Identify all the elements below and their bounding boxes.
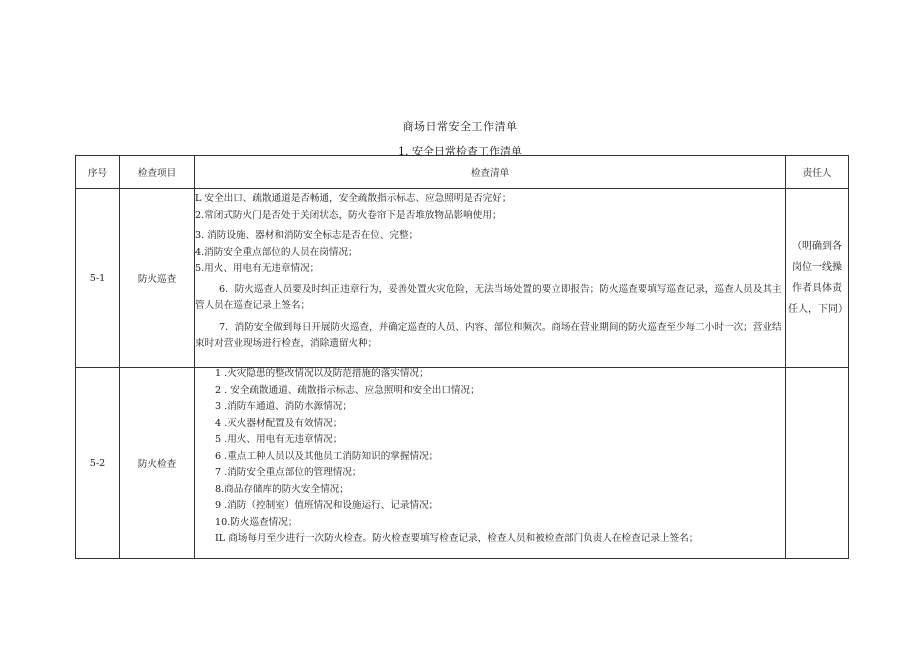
row-no: 5-2 [76,368,120,559]
checklist-line: 4.消防安全重点部位的人员在岗情况； [195,246,358,258]
row-no: 5-1 [76,189,120,368]
checklist-line: 7 .消防安全重点部位的管理情况； [215,467,362,478]
header-no: 序号 [76,156,120,189]
checklist-line: IL 商场每月至少进行一次防火检查。防火检查要填写检查记录，检查人员和被检查部门负责人在检查记录上签名； [215,533,699,544]
checklist-line: 8.商品存储库的防火安全情况； [215,483,349,495]
checklist-line: 3. 消防设施、器材和消防安全标志是否在位、完整； [195,230,419,241]
table-header-row [76,156,849,189]
checklist-line: 5.用火、用电有无违章情况； [195,263,320,274]
checklist-line: 2 . 安全疏散通道、疏散指示标志、应急照明和安全出口情况； [215,384,480,396]
row-checklist [195,368,786,559]
checklist-line: L 安全出口、疏散通道是否畅通，安全疏散指示标志、应急照明是否完好； [195,193,512,204]
checklist-line: 6．防火巡查人员要及时纠正违章行为，妥善处置火灾危险，无法当场处置的要立即报告；防火巡查要填写巡查记录，巡查人员及其主管人员在巡查记录上签名； [195,283,782,311]
checklist-line: 1 .火灾隐患的整改情况以及防范措施的落实情况； [215,368,429,379]
header-responsible: 责任人 [786,156,849,189]
checklist-line: 2.常闭式防火门是否处于关闭状态，防火卷帘下是否堆放物品影响使用； [195,209,502,221]
checklist-line: 5 .用火、用电有无违章情况； [215,434,343,445]
row-checklist [195,189,786,368]
responsible-text: （明确到各岗位一线操作者具体责任人，下同） [788,241,848,315]
header-list: 检查清单 [195,156,786,189]
safety-checklist-table [75,155,849,559]
row-item: 防火巡查 [120,189,195,368]
table-row [76,189,849,368]
checklist-line: 3 .消防车通道、消防水源情况； [215,401,352,412]
section-subtitle: 1. 安全日常检查工作清单 [398,145,522,158]
checklist-line: 7．消防安全做到每日开展防火巡查，并确定巡查的人员、内容、部位和频次。商场在营业期间的防火巡查至少每二小时一次；营业结束时对营业现场进行检查，消除遗留火种； [195,321,782,349]
checklist-line: 6 .重点工种人员以及其他员工消防知识的掌握情况； [215,450,439,462]
checklist-line: 4 .灭火器材配置及有效情况； [215,417,343,429]
row-item: 防火检查 [120,368,195,559]
checklist-line: 9 .消防（控制室）值班情况和设施运行、记录情况； [215,500,439,511]
table-row [76,368,849,559]
header-item: 检查项目 [120,156,195,189]
document-title: 商场日常安全工作清单 [402,120,518,133]
row-responsible [786,189,849,368]
checklist-line: 10.防火巡查情况； [215,516,298,528]
row-responsible [786,368,849,559]
